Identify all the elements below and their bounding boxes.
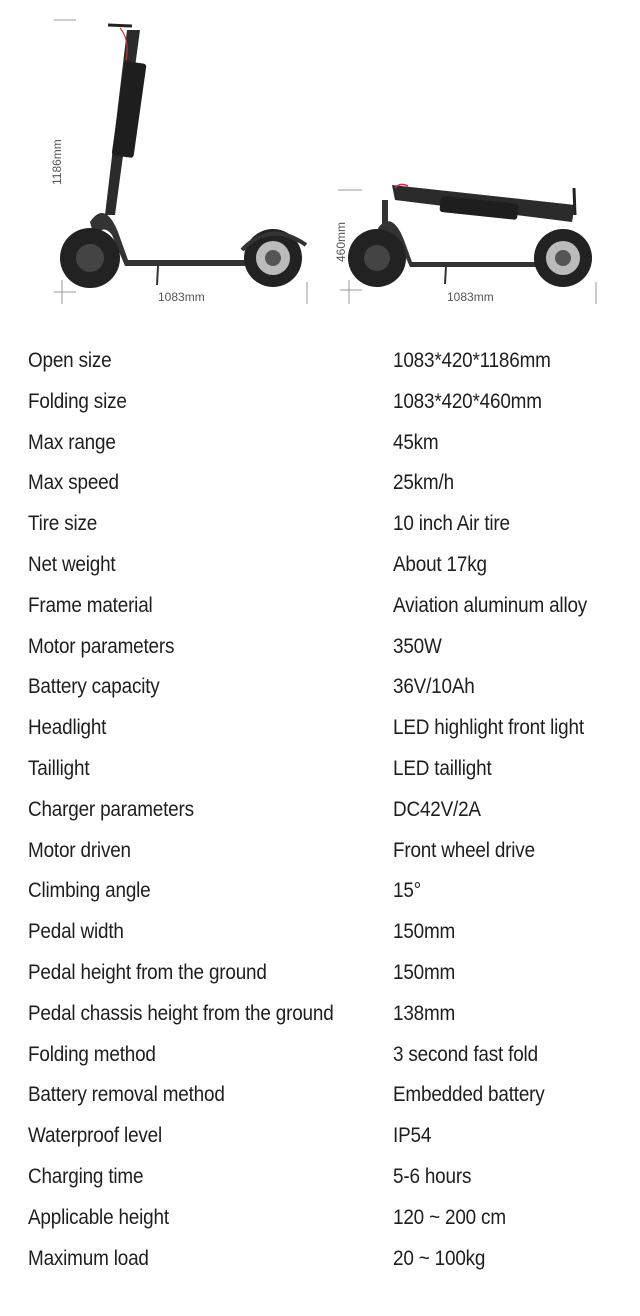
spec-row [0,390,640,431]
spec-label: Applicable height [28,1205,169,1229]
spec-row [0,471,640,512]
spec-label: Max range [28,430,116,454]
folded-length-label: 1083mm [447,290,494,304]
spec-value: LED taillight [393,756,492,780]
spec-value: 15° [393,879,422,903]
spec-label: Pedal chassis height from the ground [28,1001,334,1025]
spec-row [0,839,640,880]
spec-label: Max speed [28,471,119,495]
spec-value: 45km [393,430,439,454]
spec-value: Front wheel drive [393,838,535,862]
spec-row [0,431,640,472]
spec-row [0,675,640,716]
spec-row [0,349,640,390]
spec-label: Charger parameters [28,797,194,821]
spec-value: 1083*420*460mm [393,389,542,413]
spec-label: Net weight [28,552,116,576]
spec-label: Waterproof level [28,1124,163,1148]
spec-value: 150mm [393,920,456,944]
spec-label: Tire size [28,512,98,536]
spec-value: About 17kg [393,552,487,576]
spec-row [0,1043,640,1084]
spec-label: Folding method [28,1042,156,1066]
spec-value: IP54 [393,1124,432,1148]
spec-row [0,920,640,961]
spec-value: Aviation aluminum alloy [393,593,588,617]
spec-row [0,1002,640,1043]
spec-value: 120 ~ 200 cm [393,1205,506,1229]
spec-row [0,1206,640,1247]
spec-value: DC42V/2A [393,797,481,821]
scooter-illustrations [0,0,640,320]
spec-value: Embedded battery [393,1083,545,1107]
open-length-label: 1083mm [158,290,205,304]
spec-label: Headlight [28,716,107,740]
spec-row [0,553,640,594]
spec-row [0,512,640,553]
spec-value: 3 second fast fold [393,1042,538,1066]
spec-value: 36V/10Ah [393,675,475,699]
spec-value: 150mm [393,960,456,984]
spec-value: LED highlight front light [393,716,584,740]
spec-row [0,594,640,635]
spec-label: Motor parameters [28,634,175,658]
spec-row [0,879,640,920]
spec-row [0,635,640,676]
spec-row [0,961,640,1002]
spec-label: Open size [28,349,112,372]
scooter-dimension-diagram [0,0,640,320]
spec-row [0,1165,640,1206]
spec-label: Battery removal method [28,1083,225,1107]
spec-label: Pedal width [28,920,124,944]
open-height-label: 1186mm [50,139,64,185]
folded-height-label: 460mm [334,221,348,262]
spec-label: Climbing angle [28,879,151,903]
spec-row [0,1247,640,1288]
open-scooter-icon [60,25,306,288]
spec-value: 5-6 hours [393,1164,472,1188]
spec-label: Maximum load [28,1246,149,1270]
spec-row [0,1083,640,1124]
spec-table [0,349,640,1287]
spec-row [0,798,640,839]
spec-value: 350W [393,634,442,658]
folded-scooter-icon [348,184,592,287]
spec-value: 25km/h [393,471,454,495]
spec-value: 1083*420*1186mm [393,349,551,372]
spec-label: Battery capacity [28,675,160,699]
spec-value: 10 inch Air tire [393,512,510,536]
spec-row [0,716,640,757]
spec-label: Frame material [28,593,153,617]
spec-value: 20 ~ 100kg [393,1246,486,1270]
spec-label: Folding size [28,389,127,413]
spec-label: Charging time [28,1164,144,1188]
spec-value: 138mm [393,1001,456,1025]
spec-row [0,1124,640,1165]
spec-row [0,757,640,798]
spec-label: Pedal height from the ground [28,960,267,984]
spec-label: Taillight [28,756,90,780]
spec-label: Motor driven [28,838,131,862]
